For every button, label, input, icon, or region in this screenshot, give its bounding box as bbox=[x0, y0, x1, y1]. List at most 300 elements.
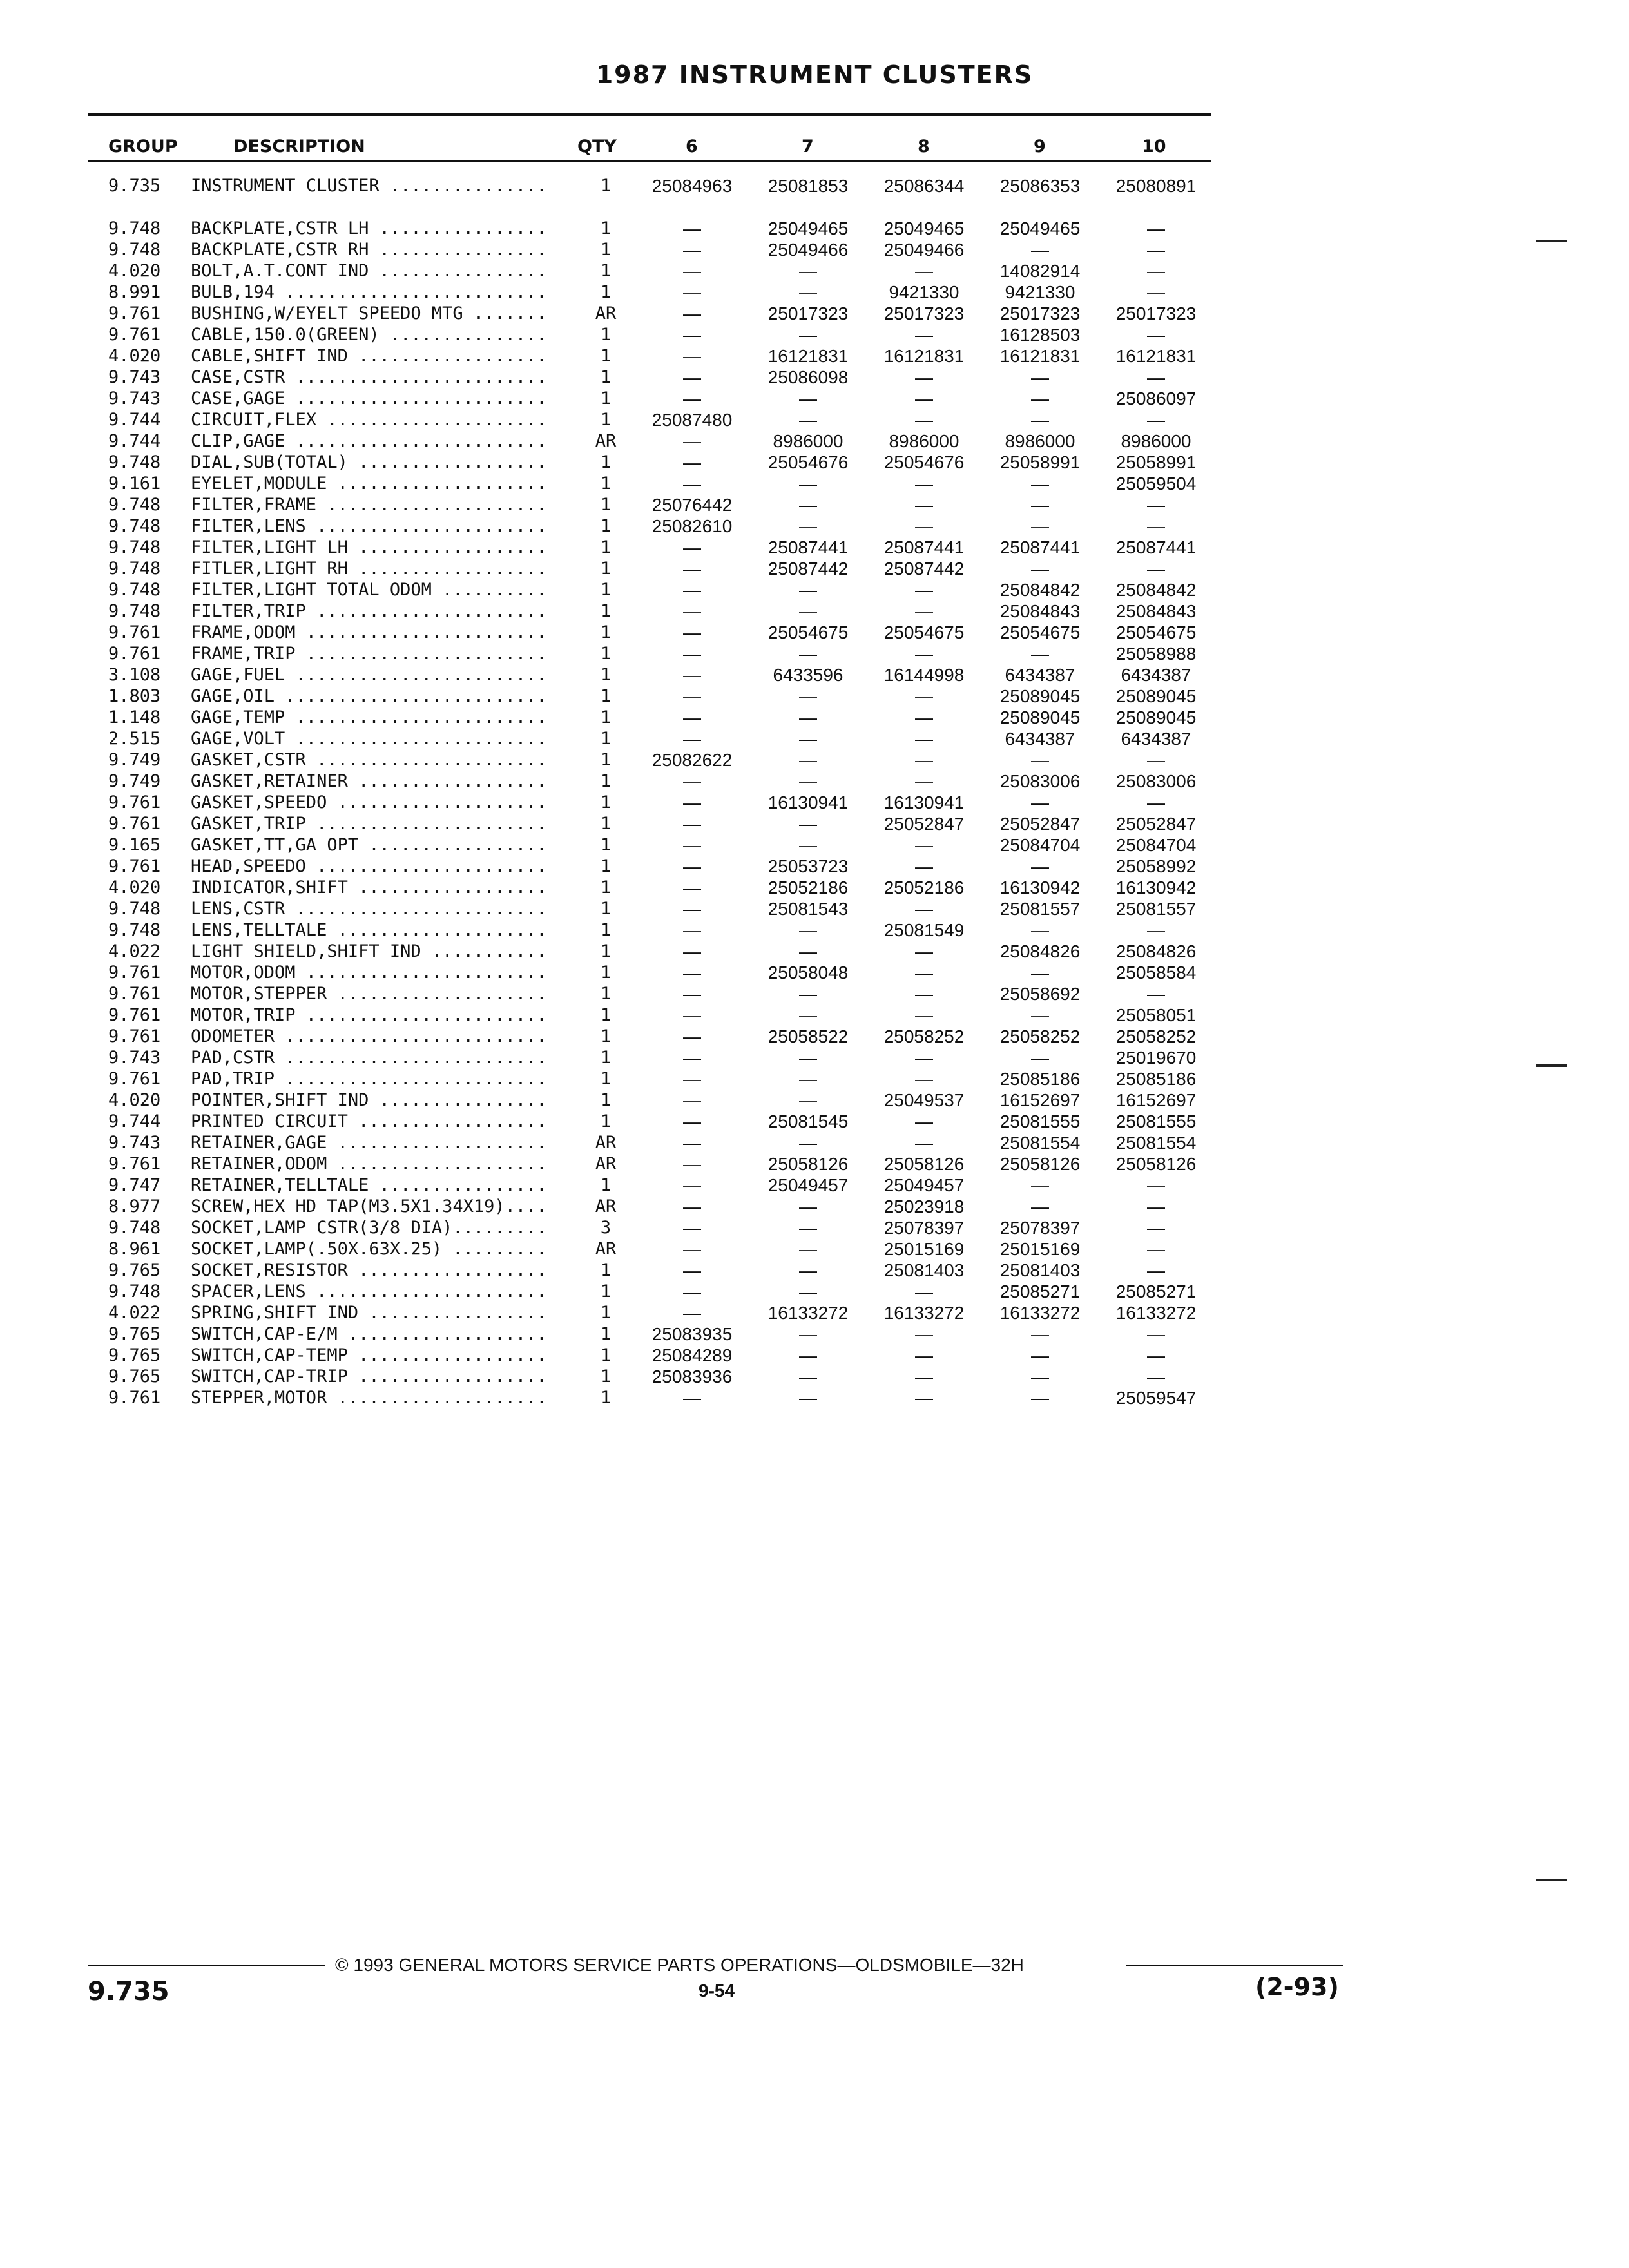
part-number-col-7: 16133272 bbox=[767, 1303, 849, 1323]
part-number-col-10: 25019670 bbox=[1115, 1048, 1197, 1068]
part-number-col-8: — bbox=[915, 516, 933, 536]
part-number-col-6: — bbox=[683, 282, 701, 302]
group-code: 3.108 bbox=[108, 665, 161, 685]
group-code: 9.761 bbox=[108, 984, 161, 1004]
part-number-col-6: — bbox=[683, 1005, 701, 1025]
table-row bbox=[0, 1366, 1629, 1387]
group-code: 9.761 bbox=[108, 793, 161, 812]
part-number-col-8: — bbox=[915, 1324, 933, 1344]
quantity: 1 bbox=[600, 601, 612, 621]
part-number-col-8: — bbox=[915, 984, 933, 1004]
part-number-col-6: — bbox=[683, 1090, 701, 1110]
quantity: 1 bbox=[600, 261, 612, 281]
part-number-col-10: 25084826 bbox=[1115, 941, 1197, 961]
group-code: 9.735 bbox=[108, 176, 161, 196]
part-number-col-8: 25049457 bbox=[883, 1175, 965, 1195]
part-description: FRAME,TRIP ....................... bbox=[191, 644, 547, 664]
part-number-col-7: — bbox=[799, 495, 817, 515]
part-number-col-7: — bbox=[799, 410, 817, 430]
part-number-col-10: — bbox=[1147, 367, 1165, 387]
part-number-col-8: — bbox=[915, 389, 933, 408]
part-number-col-10: — bbox=[1147, 261, 1165, 281]
part-number-col-6: 25076442 bbox=[651, 495, 733, 515]
part-number-col-6: — bbox=[683, 580, 701, 600]
part-number-col-6: — bbox=[683, 1260, 701, 1280]
part-number-col-7: 8986000 bbox=[773, 431, 843, 451]
part-number-col-8: — bbox=[915, 1282, 933, 1302]
group-code: 9.748 bbox=[108, 920, 161, 940]
quantity: 1 bbox=[600, 665, 612, 685]
quantity: 1 bbox=[600, 537, 612, 557]
part-number-col-9: 16121831 bbox=[999, 346, 1081, 366]
quantity: 1 bbox=[600, 474, 612, 494]
part-number-col-6: — bbox=[683, 622, 701, 642]
quantity: 1 bbox=[600, 1111, 612, 1131]
table-row bbox=[0, 175, 1629, 197]
table-row bbox=[0, 1217, 1629, 1238]
part-description: CIRCUIT,FLEX ..................... bbox=[191, 410, 547, 430]
part-description: FILTER,LIGHT TOTAL ODOM .......... bbox=[191, 580, 547, 600]
quantity: 1 bbox=[600, 1048, 612, 1068]
part-number-col-9: — bbox=[1031, 1175, 1049, 1195]
table-row bbox=[0, 537, 1629, 558]
part-description: DIAL,SUB(TOTAL) .................. bbox=[191, 452, 547, 472]
quantity: 1 bbox=[600, 644, 612, 664]
part-number-col-8: 25054675 bbox=[883, 622, 965, 642]
quantity: 1 bbox=[600, 516, 612, 536]
quantity: 1 bbox=[600, 941, 612, 961]
part-number-col-7: 25049466 bbox=[767, 240, 849, 260]
part-number-col-7: — bbox=[799, 1005, 817, 1025]
quantity: 1 bbox=[600, 1367, 612, 1387]
part-number-col-9: — bbox=[1031, 856, 1049, 876]
margin-mark-middle bbox=[1536, 1064, 1567, 1067]
part-number-col-7: — bbox=[799, 835, 817, 855]
group-code: 2.515 bbox=[108, 729, 161, 749]
part-number-col-10: 25081557 bbox=[1115, 899, 1197, 919]
part-number-col-7: 16130941 bbox=[767, 793, 849, 812]
part-number-col-7: 25086098 bbox=[767, 367, 849, 387]
part-number-col-8: — bbox=[915, 644, 933, 664]
group-code: 8.977 bbox=[108, 1196, 161, 1216]
part-number-col-7: 25053723 bbox=[767, 856, 849, 876]
part-number-col-8: — bbox=[915, 1367, 933, 1387]
part-number-col-9: 25084842 bbox=[999, 580, 1081, 600]
part-number-col-8: 25081549 bbox=[883, 920, 965, 940]
part-number-col-9: 25083006 bbox=[999, 771, 1081, 791]
part-number-col-6: — bbox=[683, 240, 701, 260]
part-number-col-7: 16121831 bbox=[767, 346, 849, 366]
header-qty: QTY bbox=[577, 137, 617, 157]
part-number-col-8: — bbox=[915, 325, 933, 345]
part-number-col-10: — bbox=[1147, 240, 1165, 260]
part-number-col-8: 25017323 bbox=[883, 303, 965, 323]
quantity: 1 bbox=[600, 410, 612, 430]
table-row bbox=[0, 601, 1629, 622]
part-number-col-7: — bbox=[799, 516, 817, 536]
part-number-col-8: 25087442 bbox=[883, 559, 965, 579]
footer-date-code: (2-93) bbox=[1255, 1973, 1339, 2001]
group-code: 4.020 bbox=[108, 1090, 161, 1110]
group-code: 9.748 bbox=[108, 240, 161, 260]
part-number-col-7: — bbox=[799, 601, 817, 621]
part-number-col-9: 25084704 bbox=[999, 835, 1081, 855]
part-number-col-8: — bbox=[915, 963, 933, 983]
part-number-col-8: — bbox=[915, 856, 933, 876]
part-number-col-6: — bbox=[683, 644, 701, 664]
part-number-col-7: 25058522 bbox=[767, 1026, 849, 1046]
part-number-col-8: — bbox=[915, 729, 933, 749]
group-code: 9.743 bbox=[108, 1048, 161, 1068]
part-description: FITLER,LIGHT RH .................. bbox=[191, 559, 547, 579]
table-row bbox=[0, 1068, 1629, 1090]
part-number-col-7: — bbox=[799, 707, 817, 727]
quantity: 1 bbox=[600, 1175, 612, 1195]
part-description: BULB,194 ......................... bbox=[191, 282, 547, 302]
part-number-col-10: — bbox=[1147, 410, 1165, 430]
part-description: LENS,TELLTALE .................... bbox=[191, 920, 547, 940]
part-number-col-6: — bbox=[683, 474, 701, 494]
part-number-col-7: 25049457 bbox=[767, 1175, 849, 1195]
table-row bbox=[0, 1004, 1629, 1026]
part-number-col-9: — bbox=[1031, 389, 1049, 408]
part-number-col-6: — bbox=[683, 1196, 701, 1216]
part-number-col-9: 25089045 bbox=[999, 707, 1081, 727]
part-number-col-9: 25081555 bbox=[999, 1111, 1081, 1131]
part-number-col-9: 16128503 bbox=[999, 325, 1081, 345]
group-code: 9.748 bbox=[108, 537, 161, 557]
table-row bbox=[0, 707, 1629, 728]
part-number-col-8: — bbox=[915, 941, 933, 961]
quantity: 1 bbox=[600, 367, 612, 387]
part-number-col-7: — bbox=[799, 1239, 817, 1259]
part-number-col-7: — bbox=[799, 1324, 817, 1344]
part-number-col-7: 25087442 bbox=[767, 559, 849, 579]
part-number-col-7: — bbox=[799, 580, 817, 600]
quantity: 1 bbox=[600, 878, 612, 898]
quantity: 1 bbox=[600, 1026, 612, 1046]
table-row bbox=[0, 1132, 1629, 1153]
table-row bbox=[0, 430, 1629, 452]
table-row bbox=[0, 643, 1629, 664]
quantity: 1 bbox=[600, 176, 612, 196]
part-number-col-6: — bbox=[683, 367, 701, 387]
part-number-col-9: — bbox=[1031, 1196, 1049, 1216]
part-number-col-10: — bbox=[1147, 1218, 1165, 1238]
part-number-col-8: 25023918 bbox=[883, 1196, 965, 1216]
part-number-col-10: — bbox=[1147, 920, 1165, 940]
part-number-col-8: 25087441 bbox=[883, 537, 965, 557]
header-col-9: 9 bbox=[1034, 137, 1046, 157]
part-description: SOCKET,RESISTOR .................. bbox=[191, 1260, 547, 1280]
part-number-col-7: — bbox=[799, 771, 817, 791]
group-code: 9.161 bbox=[108, 474, 161, 494]
part-number-col-7: — bbox=[799, 325, 817, 345]
group-code: 9.747 bbox=[108, 1175, 161, 1195]
part-number-col-10: 6434387 bbox=[1121, 665, 1191, 685]
group-code: 9.748 bbox=[108, 516, 161, 536]
part-number-col-10: — bbox=[1147, 559, 1165, 579]
quantity: 1 bbox=[600, 389, 612, 408]
header-description: DESCRIPTION bbox=[233, 137, 365, 157]
part-number-col-6: — bbox=[683, 452, 701, 472]
table-row bbox=[0, 1281, 1629, 1302]
quantity: 1 bbox=[600, 1324, 612, 1344]
part-number-col-6: — bbox=[683, 1111, 701, 1131]
part-number-col-6: — bbox=[683, 814, 701, 834]
table-row bbox=[0, 558, 1629, 579]
part-number-col-6: 25082622 bbox=[651, 750, 733, 770]
part-number-col-8: 25015169 bbox=[883, 1239, 965, 1259]
group-code: 4.022 bbox=[108, 941, 161, 961]
part-description: CASE,CSTR ........................ bbox=[191, 367, 547, 387]
part-description: PAD,CSTR ......................... bbox=[191, 1048, 547, 1068]
part-description: LIGHT SHIELD,SHIFT IND ........... bbox=[191, 941, 547, 961]
part-number-col-6: 25087480 bbox=[651, 410, 733, 430]
part-number-col-9: 25049465 bbox=[999, 218, 1081, 238]
group-code: 4.020 bbox=[108, 346, 161, 366]
part-description: GASKET,SPEEDO .................... bbox=[191, 793, 547, 812]
part-number-col-6: 25082610 bbox=[651, 516, 733, 536]
group-code: 9.744 bbox=[108, 1111, 161, 1131]
part-number-col-7: — bbox=[799, 1345, 817, 1365]
part-number-col-10: — bbox=[1147, 1345, 1165, 1365]
part-number-col-6: — bbox=[683, 1133, 701, 1153]
part-number-col-10: 25081554 bbox=[1115, 1133, 1197, 1153]
part-description: INDICATOR,SHIFT .................. bbox=[191, 878, 547, 898]
part-description: SOCKET,LAMP(.50X.63X.25) ......... bbox=[191, 1239, 547, 1259]
part-number-col-8: 25052847 bbox=[883, 814, 965, 834]
part-number-col-8: — bbox=[915, 707, 933, 727]
table-row bbox=[0, 324, 1629, 345]
table-row bbox=[0, 664, 1629, 686]
group-code: 9.748 bbox=[108, 495, 161, 515]
part-description: BUSHING,W/EYELT SPEEDO MTG ....... bbox=[191, 303, 547, 323]
part-description: LENS,CSTR ........................ bbox=[191, 899, 547, 919]
quantity: 1 bbox=[600, 856, 612, 876]
group-code: 9.761 bbox=[108, 814, 161, 834]
part-number-col-9: 25086353 bbox=[999, 176, 1081, 196]
part-description: BACKPLATE,CSTR RH ................ bbox=[191, 240, 547, 260]
part-number-col-10: 25089045 bbox=[1115, 686, 1197, 706]
quantity: 1 bbox=[600, 1303, 612, 1323]
group-code: 1.803 bbox=[108, 686, 161, 706]
part-number-col-6: — bbox=[683, 941, 701, 961]
part-number-col-8: 16133272 bbox=[883, 1303, 965, 1323]
part-number-col-10: — bbox=[1147, 1260, 1165, 1280]
part-number-col-9: 14082914 bbox=[999, 261, 1081, 281]
quantity: 1 bbox=[600, 1069, 612, 1089]
part-number-col-10: 6434387 bbox=[1121, 729, 1191, 749]
part-number-col-9: 25017323 bbox=[999, 303, 1081, 323]
part-number-col-7: 25054675 bbox=[767, 622, 849, 642]
part-number-col-9: 25054675 bbox=[999, 622, 1081, 642]
quantity: 1 bbox=[600, 793, 612, 812]
quantity: 1 bbox=[600, 750, 612, 770]
quantity: 1 bbox=[600, 707, 612, 727]
part-number-col-8: 25058126 bbox=[883, 1154, 965, 1174]
part-description: FILTER,LIGHT LH .................. bbox=[191, 537, 547, 557]
part-number-col-10: — bbox=[1147, 1196, 1165, 1216]
part-number-col-7: — bbox=[799, 644, 817, 664]
part-number-col-6: 25083935 bbox=[651, 1324, 733, 1344]
part-number-col-10: 25059547 bbox=[1115, 1388, 1197, 1408]
part-number-col-7: 25054676 bbox=[767, 452, 849, 472]
part-number-col-9: 25081554 bbox=[999, 1133, 1081, 1153]
part-number-col-10: 16121831 bbox=[1115, 346, 1197, 366]
part-number-col-6: — bbox=[683, 389, 701, 408]
part-number-col-6: — bbox=[683, 325, 701, 345]
part-number-col-7: — bbox=[799, 814, 817, 834]
table-row bbox=[0, 1302, 1629, 1323]
part-description: SCREW,HEX HD TAP(M3.5X1.34X19).... bbox=[191, 1196, 547, 1216]
part-number-col-9: 25087441 bbox=[999, 537, 1081, 557]
part-number-col-9: — bbox=[1031, 495, 1049, 515]
part-description: SWITCH,CAP-TEMP .................. bbox=[191, 1345, 547, 1365]
part-number-col-6: — bbox=[683, 963, 701, 983]
group-code: 9.761 bbox=[108, 856, 161, 876]
part-number-col-8: — bbox=[915, 495, 933, 515]
table-row bbox=[0, 1090, 1629, 1111]
part-number-col-9: — bbox=[1031, 920, 1049, 940]
part-number-col-9: — bbox=[1031, 1367, 1049, 1387]
part-number-col-7: 25087441 bbox=[767, 537, 849, 557]
group-code: 9.748 bbox=[108, 218, 161, 238]
group-code: 9.748 bbox=[108, 1218, 161, 1238]
table-row bbox=[0, 1175, 1629, 1196]
part-number-col-7: — bbox=[799, 1133, 817, 1153]
table-row bbox=[0, 1111, 1629, 1132]
quantity: 1 bbox=[600, 1388, 612, 1408]
part-number-col-8: 16121831 bbox=[883, 346, 965, 366]
part-number-col-9: 25085271 bbox=[999, 1282, 1081, 1302]
part-description: GAGE,OIL ......................... bbox=[191, 686, 547, 706]
part-number-col-6: — bbox=[683, 856, 701, 876]
table-row bbox=[0, 452, 1629, 473]
part-number-col-10: — bbox=[1147, 282, 1165, 302]
part-description: MOTOR,TRIP ....................... bbox=[191, 1005, 547, 1025]
part-description: CASE,GAGE ........................ bbox=[191, 389, 547, 408]
part-number-col-8: — bbox=[915, 580, 933, 600]
quantity: 3 bbox=[600, 1218, 612, 1238]
group-code: 9.165 bbox=[108, 835, 161, 855]
table-row bbox=[0, 1387, 1629, 1408]
part-description: MOTOR,STEPPER .................... bbox=[191, 984, 547, 1004]
table-row bbox=[0, 1323, 1629, 1345]
part-description: STEPPER,MOTOR .................... bbox=[191, 1388, 547, 1408]
part-number-col-8: — bbox=[915, 410, 933, 430]
part-description: GASKET,RETAINER .................. bbox=[191, 771, 547, 791]
part-number-col-7: 25058048 bbox=[767, 963, 849, 983]
group-code: 9.749 bbox=[108, 771, 161, 791]
group-code: 9.761 bbox=[108, 1388, 161, 1408]
part-number-col-10: 25085271 bbox=[1115, 1282, 1197, 1302]
part-number-col-10: — bbox=[1147, 793, 1165, 812]
quantity: 1 bbox=[600, 1005, 612, 1025]
part-number-col-7: — bbox=[799, 750, 817, 770]
part-number-col-9: — bbox=[1031, 410, 1049, 430]
part-description: BOLT,A.T.CONT IND ................ bbox=[191, 261, 547, 281]
table-row bbox=[0, 303, 1629, 324]
part-number-col-7: 25058126 bbox=[767, 1154, 849, 1174]
part-number-col-7: — bbox=[799, 984, 817, 1004]
quantity: AR bbox=[595, 303, 617, 323]
part-number-col-9: 9421330 bbox=[1005, 282, 1075, 302]
part-number-col-10: 16133272 bbox=[1115, 1303, 1197, 1323]
part-number-col-10: 25084704 bbox=[1115, 835, 1197, 855]
quantity: 1 bbox=[600, 729, 612, 749]
part-description: GAGE,FUEL ........................ bbox=[191, 665, 547, 685]
part-number-col-8: — bbox=[915, 1133, 933, 1153]
part-number-col-8: 25058252 bbox=[883, 1026, 965, 1046]
quantity: AR bbox=[595, 1154, 617, 1174]
part-number-col-6: — bbox=[683, 878, 701, 898]
part-number-col-10: 25054675 bbox=[1115, 622, 1197, 642]
part-number-col-9: 6434387 bbox=[1005, 665, 1075, 685]
part-number-col-9: — bbox=[1031, 1005, 1049, 1025]
part-number-col-8: 25049465 bbox=[883, 218, 965, 238]
part-number-col-7: — bbox=[799, 474, 817, 494]
part-number-col-10: — bbox=[1147, 495, 1165, 515]
part-number-col-9: 6434387 bbox=[1005, 729, 1075, 749]
part-description: PAD,TRIP ......................... bbox=[191, 1069, 547, 1089]
part-number-col-8: — bbox=[915, 771, 933, 791]
part-number-col-6: — bbox=[683, 899, 701, 919]
part-number-col-10: — bbox=[1147, 516, 1165, 536]
group-code: 9.748 bbox=[108, 580, 161, 600]
part-description: ODOMETER ......................... bbox=[191, 1026, 547, 1046]
part-number-col-10: 16130942 bbox=[1115, 878, 1197, 898]
part-number-col-10: 25083006 bbox=[1115, 771, 1197, 791]
quantity: 1 bbox=[600, 984, 612, 1004]
quantity: 1 bbox=[600, 218, 612, 238]
part-number-col-9: — bbox=[1031, 240, 1049, 260]
part-number-col-7: — bbox=[799, 1367, 817, 1387]
part-number-col-9: — bbox=[1031, 963, 1049, 983]
part-description: GASKET,TRIP ...................... bbox=[191, 814, 547, 834]
part-number-col-8: — bbox=[915, 750, 933, 770]
part-number-col-10: 25058126 bbox=[1115, 1154, 1197, 1174]
part-number-col-10: 25052847 bbox=[1115, 814, 1197, 834]
part-number-col-8: 16144998 bbox=[883, 665, 965, 685]
table-row bbox=[0, 579, 1629, 601]
quantity: 1 bbox=[600, 899, 612, 919]
quantity: 1 bbox=[600, 963, 612, 983]
part-number-col-9: 16130942 bbox=[999, 878, 1081, 898]
part-number-col-8: 25052186 bbox=[883, 878, 965, 898]
group-code: 1.148 bbox=[108, 707, 161, 727]
table-row bbox=[0, 473, 1629, 494]
group-code: 4.022 bbox=[108, 1303, 161, 1323]
part-number-col-6: — bbox=[683, 1303, 701, 1323]
header-col-7: 7 bbox=[802, 137, 814, 157]
part-description: GASKET,TT,GA OPT ................. bbox=[191, 835, 547, 855]
part-description: INSTRUMENT CLUSTER ............... bbox=[191, 176, 547, 196]
table-row bbox=[0, 1345, 1629, 1366]
quantity: 1 bbox=[600, 920, 612, 940]
part-number-col-9: — bbox=[1031, 516, 1049, 536]
quantity: AR bbox=[595, 1239, 617, 1259]
quantity: AR bbox=[595, 431, 617, 451]
footer-copyright: © 1993 GENERAL MOTORS SERVICE PARTS OPERATIONS—OLDSMOBILE—32H bbox=[335, 1955, 1024, 1975]
part-number-col-7: — bbox=[799, 282, 817, 302]
footer-page-number: 9-54 bbox=[699, 1981, 735, 2001]
part-number-col-9: — bbox=[1031, 793, 1049, 812]
part-number-col-7: 25081543 bbox=[767, 899, 849, 919]
part-description: RETAINER,GAGE .................... bbox=[191, 1133, 547, 1153]
part-number-col-10: 25089045 bbox=[1115, 707, 1197, 727]
part-number-col-7: — bbox=[799, 1218, 817, 1238]
